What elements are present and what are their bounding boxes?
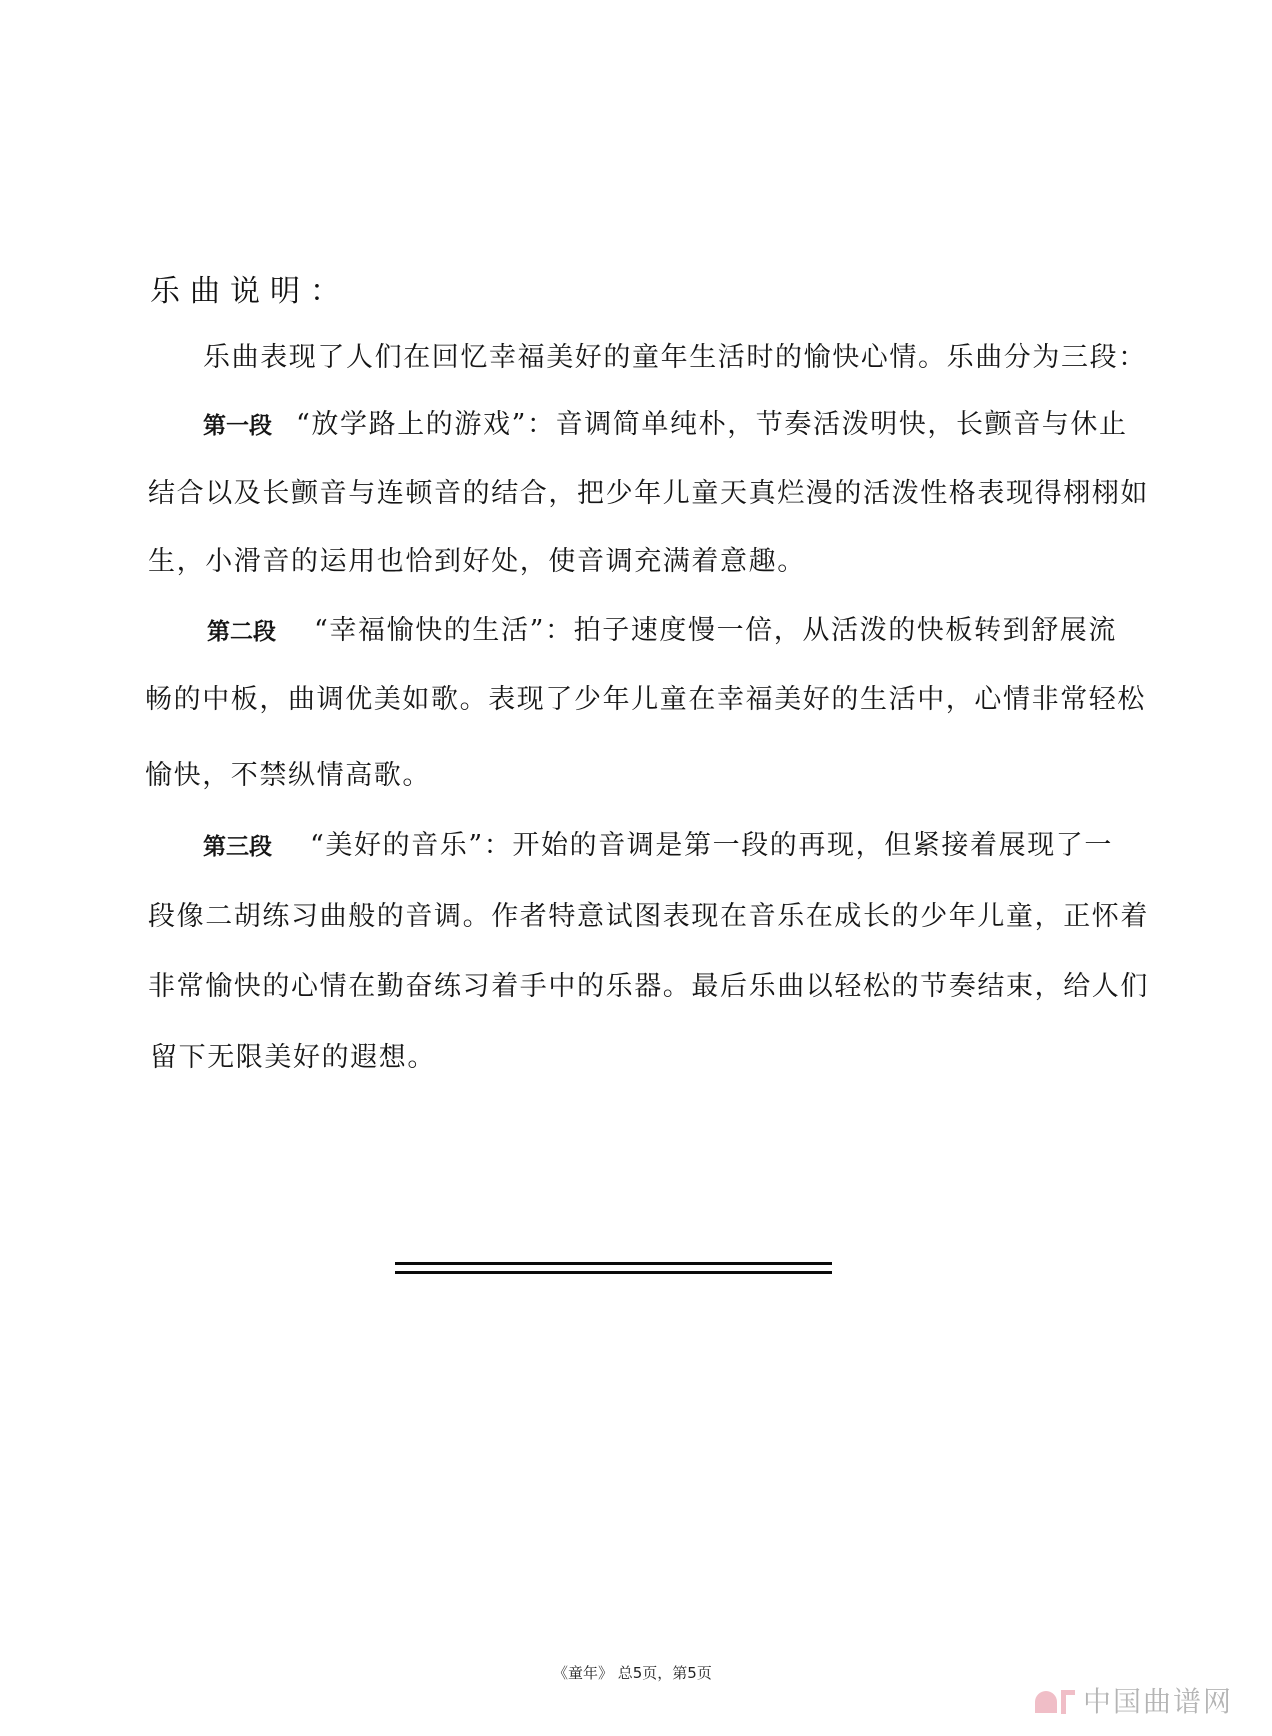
watermark [1035, 1685, 1245, 1718]
section-1-title: “放学路上的游戏”： [296, 409, 556, 440]
end-rule-bottom [395, 1271, 832, 1274]
section-3-first-line [203, 828, 1113, 865]
section-3-title: “美好的音乐”： [310, 830, 513, 861]
section-3-line-2: 段像二胡练习曲般的音调。作者特意试图表现在音乐在成长的少年儿童，正怀着 [148, 901, 1149, 932]
section-1-line-2: 结合以及长颤音与连顿音的结合，把少年儿童天真烂漫的活泼性格表现得栩栩如 [148, 478, 1149, 509]
end-rule-top [395, 1262, 832, 1265]
section-2-line-3: 愉快，不禁纵情高歌。 [145, 760, 431, 791]
section-1-label: 第一段 [203, 413, 272, 439]
section-3-line-4: 留下无限美好的遐想。 [150, 1042, 436, 1073]
section-1-first-line [203, 407, 1128, 444]
section-3-label: 第三段 [203, 834, 272, 860]
intro-paragraph: 乐曲表现了人们在回忆幸福美好的童年生活时的愉快心情。乐曲分为三段： [203, 342, 1147, 373]
section-3-line-3: 非常愉快的心情在勤奋练习着手中的乐器。最后乐曲以轻松的节奏结束，给人们 [148, 971, 1149, 1002]
section-1-line-3: 生，小滑音的运用也恰到好处，使音调充满着意趣。 [148, 546, 806, 577]
section-1-text: 音调简单纯朴，节奏活泼明快，长颤音与休止 [555, 409, 1128, 440]
section-2-text: 拍子速度慢一倍，从活泼的快板转到舒展流 [573, 615, 1118, 646]
section-2-first-line [207, 613, 1117, 650]
section-2-title: “幸福愉快的生活”： [314, 615, 574, 646]
watermark-logo-icon [1035, 1686, 1079, 1718]
section-2-label: 第二段 [207, 619, 276, 645]
section-2-line-2: 畅的中板，曲调优美如歌。表现了少年儿童在幸福美好的生活中，心情非常轻松 [145, 684, 1146, 715]
section-3-text: 开始的音调是第一段的再现，但紧接着展现了一 [512, 830, 1114, 861]
watermark-text: 中国曲谱网 [1083, 1685, 1234, 1718]
page-footer: 《童年》 总5页，第5页 [553, 1664, 712, 1682]
page-title: 乐曲说明： [150, 274, 350, 309]
